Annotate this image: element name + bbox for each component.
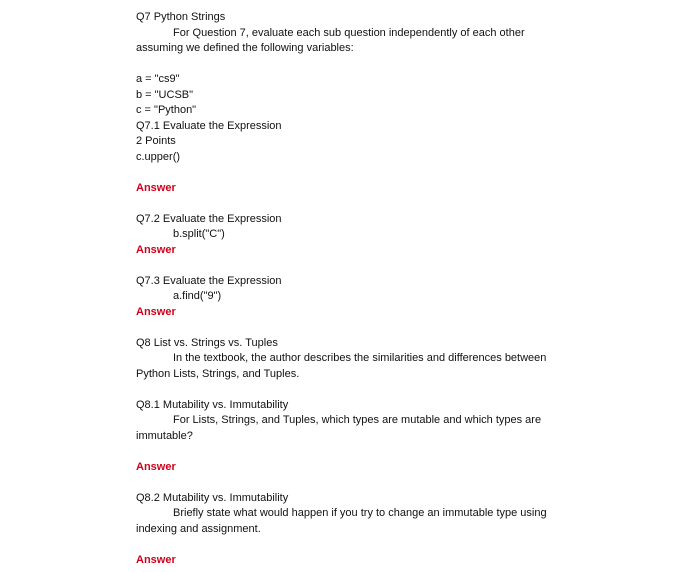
q8-1-title: Q8.1 Mutability vs. Immutability [136, 398, 289, 411]
q8-2-answer-link[interactable]: Answer [136, 553, 176, 566]
q7-2-title: Q7.2 Evaluate the Expression [136, 212, 282, 225]
q8-1-line-1: For Lists, Strings, and Tuples, which types are mutable and which types are [173, 414, 542, 426]
q7-1-title: Q7.1 Evaluate the Expression [136, 119, 282, 132]
variable-a: a = "cs9" [136, 73, 180, 85]
q7-intro-line-2: assuming we defined the following variables: [136, 42, 354, 54]
q7-3-expression: a.find("9") [173, 290, 222, 302]
q7-2-expression: b.split("C") [173, 228, 225, 240]
q8-intro-line-2: Python Lists, Strings, and Tuples. [136, 367, 300, 380]
q7-3-title: Q7.3 Evaluate the Expression [136, 274, 282, 287]
q8-title: Q8 List vs. Strings vs. Tuples [136, 336, 278, 349]
q8-2-title: Q8.2 Mutability vs. Immutability [136, 491, 289, 504]
q7-1-answer-link[interactable]: Answer [136, 181, 176, 194]
variable-c: c = "Python" [136, 104, 197, 116]
q8-1-answer-link[interactable]: Answer [136, 460, 176, 473]
q8-intro-line-1: In the textbook, the author describes the similarities and differences between [173, 352, 547, 364]
document-body [136, 10, 566, 568]
q8-1-line-2: immutable? [136, 429, 193, 442]
q7-2-answer-link[interactable]: Answer [136, 243, 176, 256]
q7-intro-line-1: For Question 7, evaluate each sub question independently of each other [173, 26, 525, 39]
q8-2-line-1: Briefly state what would happen if you try to change an immutable type using [173, 507, 547, 519]
q7-1-points: 2 Points [136, 135, 176, 147]
q7-1-expression: c.upper() [136, 150, 181, 163]
q7-title: Q7 Python Strings [136, 11, 226, 23]
variable-b: b = "UCSB" [136, 88, 194, 101]
q7-3-answer-link[interactable]: Answer [136, 305, 176, 318]
q8-2-line-2: indexing and assignment. [136, 522, 261, 535]
